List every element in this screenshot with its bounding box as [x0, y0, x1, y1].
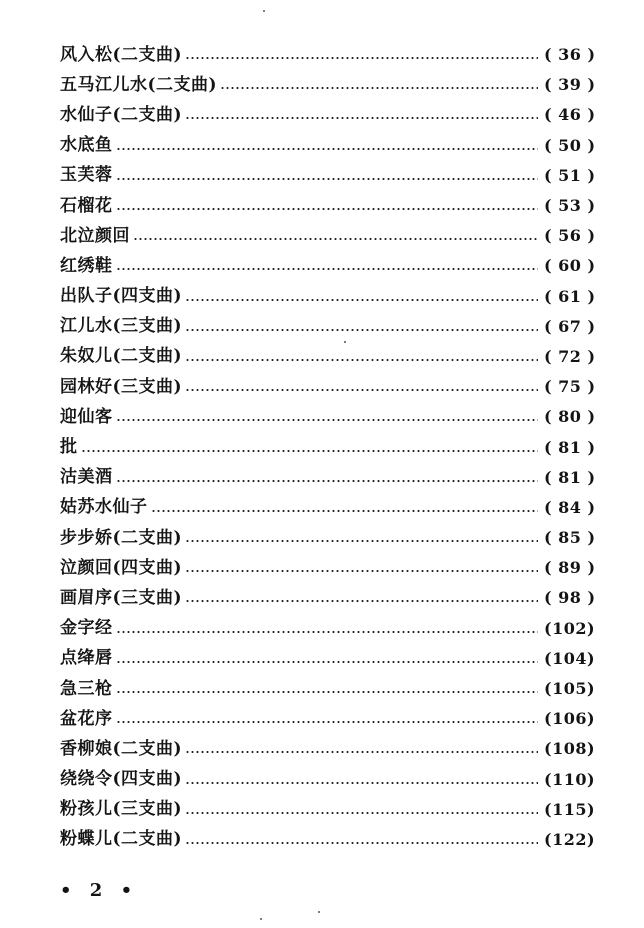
toc-entry[interactable]	[60, 553, 594, 583]
toc-entry-page: ( 89 )	[544, 558, 596, 578]
toc-entry-page: ( 60 )	[544, 256, 596, 276]
toc-entry-title: 朱奴儿(二支曲)	[60, 346, 183, 367]
toc-entry[interactable]	[60, 614, 594, 644]
dot-leader	[185, 57, 538, 59]
toc-entry-title: 江儿水(三支曲)	[60, 316, 183, 337]
dot-leader	[116, 208, 539, 210]
toc-entry-page: ( 72 )	[544, 346, 596, 366]
toc-entry-title: 泣颜回(四支曲)	[60, 557, 183, 578]
toc-entry[interactable]	[60, 342, 594, 372]
toc-entry-title: 金字经	[60, 618, 113, 639]
page-number: • 2 •	[60, 880, 139, 901]
toc-entry-title: 五马江儿水(二支曲)	[60, 74, 218, 95]
toc-entry[interactable]	[60, 161, 594, 191]
toc-entry-title: 步步娇(二支曲)	[60, 527, 183, 548]
toc-entry-page: ( 67 )	[544, 316, 596, 336]
dot-leader	[185, 570, 538, 572]
dot-leader	[116, 661, 539, 663]
toc-entry-title: 北泣颜回	[60, 225, 130, 246]
toc-entry[interactable]	[60, 704, 594, 734]
dot-leader	[220, 87, 538, 89]
toc-entry-title: 绕绕令(四支曲)	[60, 769, 183, 790]
dot-leader	[133, 238, 538, 240]
toc-entry[interactable]	[60, 765, 594, 795]
toc-entry-title: 香柳娘(二支曲)	[60, 738, 183, 759]
toc-entry-page: ( 80 )	[544, 407, 596, 427]
dot-leader	[185, 359, 538, 361]
toc-entry-page: ( 98 )	[544, 588, 596, 608]
toc-entry[interactable]	[60, 221, 594, 251]
dot-leader	[185, 299, 538, 301]
dot-leader	[116, 148, 539, 150]
toc-entry[interactable]	[60, 100, 594, 130]
toc-entry-page: ( 36 )	[544, 45, 596, 65]
dot-leader	[116, 480, 539, 482]
dot-leader	[116, 178, 539, 180]
toc-entry[interactable]	[60, 583, 594, 613]
toc-entry-title: 点绛唇	[60, 648, 113, 669]
toc-entry[interactable]	[60, 312, 594, 342]
toc-entry-page: ( 81 )	[544, 437, 596, 457]
toc-entry-page: (115)	[544, 799, 596, 819]
toc-entry[interactable]	[60, 70, 594, 100]
toc-entry-title: 红绣鞋	[60, 255, 113, 276]
dot-leader	[185, 751, 538, 753]
scan-speck	[260, 918, 262, 920]
toc-entry-title: 出队子(四支曲)	[60, 286, 183, 307]
toc-entry-title: 石榴花	[60, 195, 113, 216]
dot-leader	[185, 842, 538, 844]
toc-entry-page: (104)	[544, 648, 596, 668]
dot-leader	[185, 389, 538, 391]
dot-leader	[116, 691, 539, 693]
toc-entry-title: 盆花序	[60, 708, 113, 729]
toc-entry-page: (102)	[544, 618, 596, 638]
dot-leader	[116, 631, 539, 633]
toc-entry[interactable]	[60, 282, 594, 312]
scan-speck	[318, 911, 320, 913]
toc-entry[interactable]	[60, 402, 594, 432]
toc-entry[interactable]	[60, 191, 594, 221]
dot-leader	[185, 117, 538, 119]
toc-entry-title: 沽美酒	[60, 467, 113, 488]
toc-entry[interactable]	[60, 463, 594, 493]
dot-leader	[116, 419, 539, 421]
toc-entry[interactable]	[60, 795, 594, 825]
toc-entry-title: 水底鱼	[60, 135, 113, 156]
toc-entry-title: 姑苏水仙子	[60, 497, 148, 518]
toc-entry-page: (108)	[544, 739, 596, 759]
toc-entry-page: ( 56 )	[544, 226, 596, 246]
toc-entry[interactable]	[60, 493, 594, 523]
toc-entry[interactable]	[60, 40, 594, 70]
toc-entry-page: ( 50 )	[544, 135, 596, 155]
dot-leader	[185, 540, 538, 542]
toc-entry[interactable]	[60, 432, 594, 462]
toc-entry-title: 粉蝶儿(二支曲)	[60, 829, 183, 850]
toc-entry[interactable]	[60, 734, 594, 764]
toc-entry[interactable]	[60, 825, 594, 855]
toc-entry-page: (105)	[544, 679, 596, 699]
dot-leader	[185, 329, 538, 331]
dot-leader	[185, 782, 538, 784]
toc-entry-page: ( 53 )	[544, 196, 596, 216]
toc-entry-page: ( 84 )	[544, 497, 596, 517]
toc-entry-title: 水仙子(二支曲)	[60, 104, 183, 125]
dot-leader	[81, 450, 539, 452]
toc-entry[interactable]	[60, 644, 594, 674]
toc-entry-page: ( 39 )	[544, 75, 596, 95]
dot-leader	[116, 721, 539, 723]
toc-entry[interactable]	[60, 131, 594, 161]
toc-entry-page: (106)	[544, 709, 596, 729]
dot-leader	[116, 268, 539, 270]
toc-entry-page: ( 85 )	[544, 528, 596, 548]
toc-entry-title: 园林好(三支曲)	[60, 376, 183, 397]
toc-entry-page: ( 46 )	[544, 105, 596, 125]
toc-entry-title: 急三枪	[60, 678, 113, 699]
toc-entry-page: (122)	[544, 829, 596, 849]
toc-entry-title: 画眉序(三支曲)	[60, 587, 183, 608]
toc-entry[interactable]	[60, 674, 594, 704]
toc-entry-title: 粉孩儿(三支曲)	[60, 799, 183, 820]
scan-speck	[263, 10, 265, 12]
toc-entry-page: ( 75 )	[544, 377, 596, 397]
toc-entry-page: (110)	[544, 769, 596, 789]
toc-entry-page: ( 61 )	[544, 286, 596, 306]
toc-entry-title: 迎仙客	[60, 406, 113, 427]
toc-entry[interactable]	[60, 372, 594, 402]
toc-entry[interactable]	[60, 251, 594, 281]
dot-leader	[185, 812, 538, 814]
toc-entry-page: ( 51 )	[544, 165, 596, 185]
toc-entry-title: 风入松(二支曲)	[60, 44, 183, 65]
dot-leader	[185, 600, 538, 602]
table-of-contents	[60, 40, 594, 855]
toc-entry-title: 批	[60, 437, 78, 458]
dot-leader	[151, 510, 539, 512]
toc-entry[interactable]	[60, 523, 594, 553]
toc-entry-title: 玉芙蓉	[60, 165, 113, 186]
scan-speck	[344, 341, 346, 343]
toc-entry-page: ( 81 )	[544, 467, 596, 487]
